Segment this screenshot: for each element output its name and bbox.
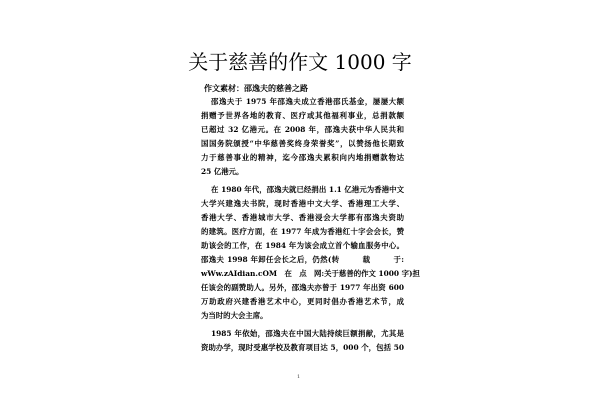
page-title: 关于慈善的作文 1000 字 (188, 50, 412, 74)
paragraph-line: 力于慈善事业的精神，迄今邵逸夫累积向内地捐赠款物达 (201, 153, 404, 162)
paragraph-line: 1985 年依始，邵逸夫在中国大陆持续巨额捐献，尤其是 (211, 329, 404, 338)
paragraph-line: 邵逸夫 1998 年卸任会长之后，仍然(转 载 于: (201, 255, 404, 264)
page-number: 1 (297, 374, 301, 380)
paragraph-line: 任该会的副赞助人。另外，邵逸夫亦曾于 1977 年出资 600 (201, 283, 404, 292)
paragraph-line: 捐赠予世界各地的教育、医疗或其他福利事业，总捐款额 (201, 111, 404, 120)
paragraph-line: 大学兴建逸夫书院，现时香港中文大学、香港理工大学、 (201, 199, 404, 208)
paragraph-line: 资助办学，现时受惠学校及教育项目达 5，000 个，包括 50 (201, 343, 404, 352)
paragraph-line: 25 亿港元。 (201, 167, 244, 176)
paragraph-line: 邵逸夫于 1975 年邵逸夫成立香港邵氏基金，屡屡大额 (211, 97, 404, 106)
paragraph-line: 助该会的工作，在 1984 年为该会成立首个输血服务中心。 (201, 241, 404, 250)
paragraph-line: 在 1980 年代，邵逸夫就已经捐出 1.1 亿港元为香港中文 (211, 185, 404, 194)
document-subtitle: 作文素材：邵逸夫的慈善之路 (204, 83, 308, 93)
paragraph-line: 国国务院颁授“中华慈善奖终身荣誉奖”，以赞扬他长期致 (201, 139, 404, 148)
paragraph-line: 已超过 32 亿港元。在 2008 年，邵逸夫获中华人民共和 (201, 125, 404, 134)
paragraph-line: 为当时的大会主席。 (201, 311, 268, 320)
paragraph-line: 的建筑。医疗方面，在 1977 年成为香港红十字会会长，赞 (201, 227, 404, 236)
paragraph-line: wWw.zAIdian.cOM 在 点 网:关于慈善的作文 1000 字)担 (201, 269, 420, 278)
paragraph-line: 万助政府兴建香港艺术中心，更同时倡办香港艺术节，成 (201, 297, 404, 306)
paragraph-line: 香港大学、香港城市大学、香港浸会大学都有邵逸夫资助 (201, 213, 404, 222)
